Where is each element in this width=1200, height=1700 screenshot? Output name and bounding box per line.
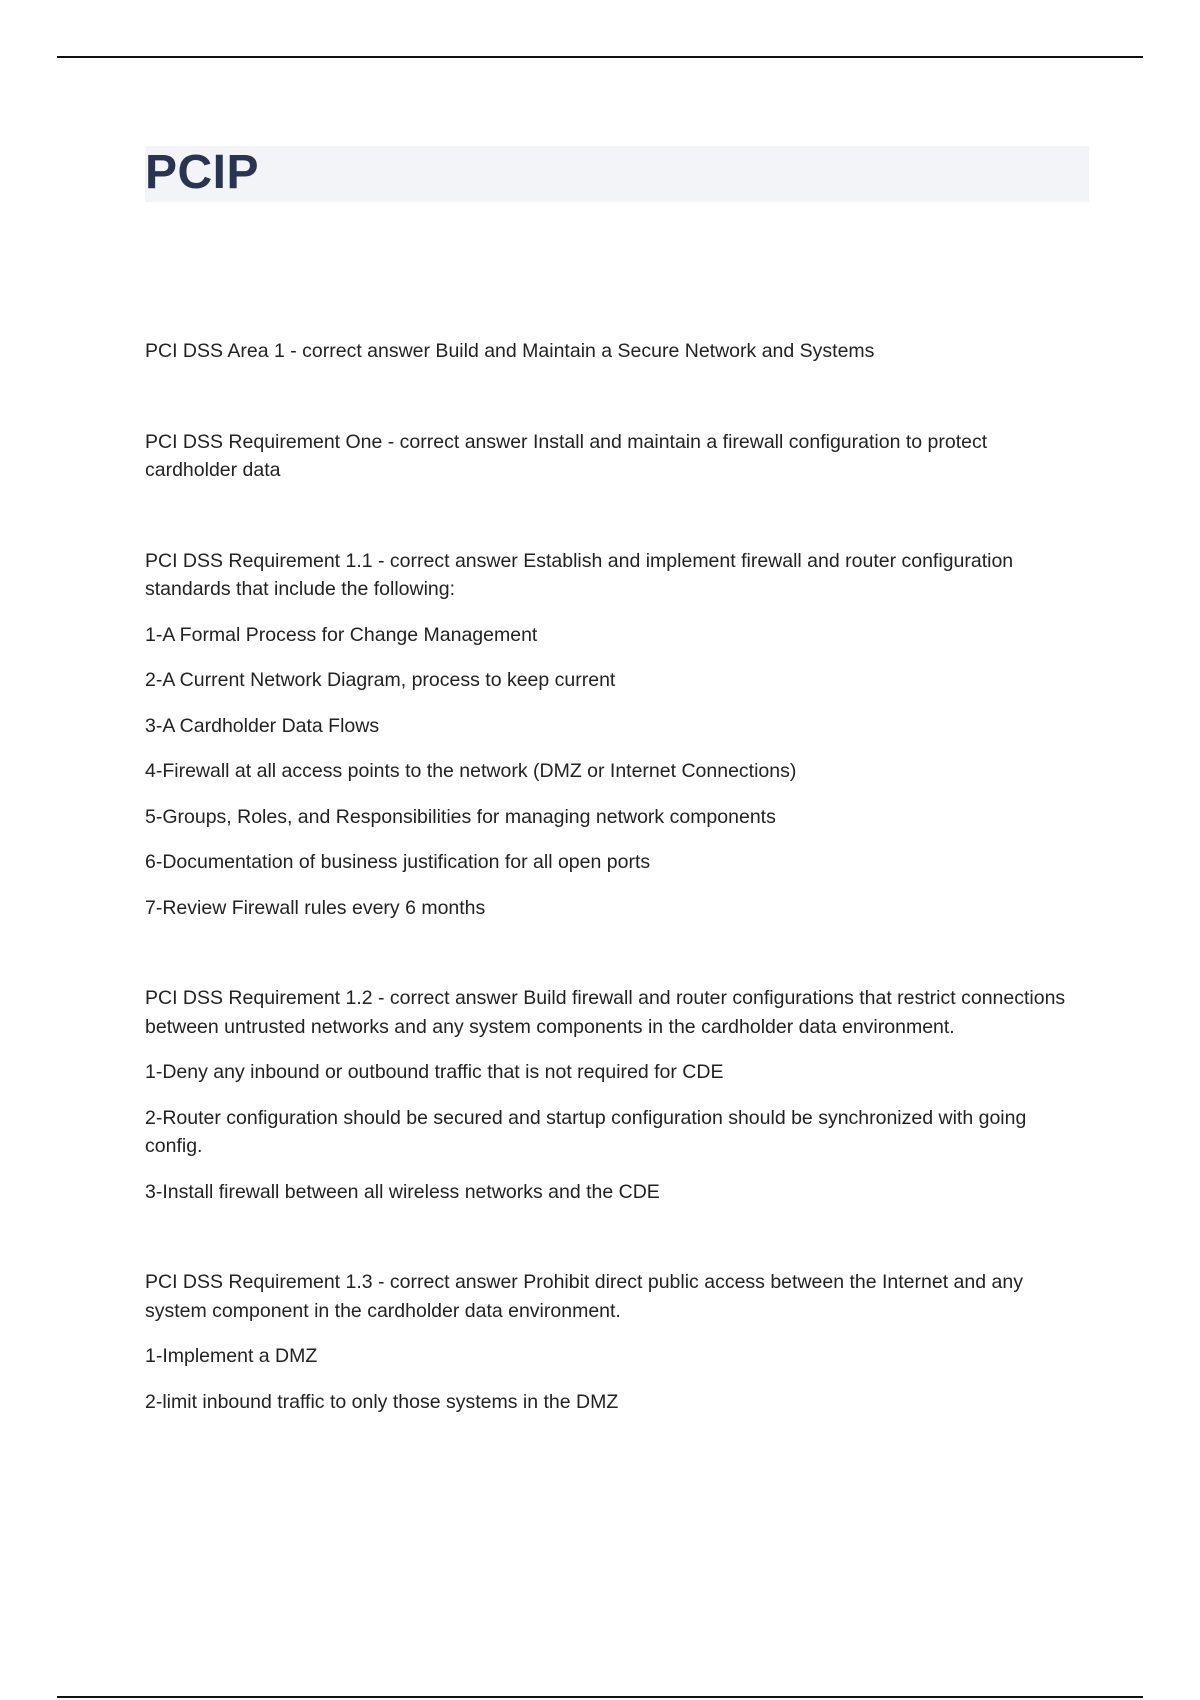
top-divider — [57, 56, 1143, 58]
answer-item: 4-Firewall at all access points to the network (DMZ or Internet Connections) — [145, 760, 797, 782]
qa-question: PCI DSS Requirement 1.2 - correct answer Build firewall and router configurations that restrict connections between untrusted networks and any system components in the cardholder data environment. — [145, 987, 1066, 1038]
answer-item: 3-A Cardholder Data Flows — [145, 714, 380, 737]
bottom-divider — [57, 1696, 1143, 1698]
answer-item: 2-limit inbound traffic to only those systems in the DMZ — [145, 1390, 619, 1413]
answer-item: 2-Router configuration should be secured and startup configuration should be synchronized with going config. — [145, 1106, 1027, 1157]
answer-item: 5-Groups, Roles, and Responsibilities for managing network components — [145, 805, 776, 828]
qa-entry — [145, 547, 1075, 923]
document-title: PCIP — [145, 146, 260, 199]
answer-item: 1-Implement a DMZ — [145, 1345, 318, 1367]
answer-item: 3-Install firewall between all wireless networks and the CDE — [145, 1180, 660, 1203]
qa-question: PCI DSS Requirement One - correct answer Install and maintain a firewall configuration to protect cardholder data — [145, 430, 988, 481]
qa-question: PCI DSS Area 1 - correct answer Build and Maintain a Secure Network and Systems — [145, 340, 875, 362]
qa-entry — [145, 337, 1075, 366]
answer-item: 2-A Current Network Diagram, process to keep current — [145, 669, 616, 691]
qa-entry — [145, 1268, 1075, 1416]
document-body — [145, 337, 1075, 1478]
answer-item: 1-Deny any inbound or outbound traffic that is not required for CDE — [145, 1061, 724, 1083]
answer-item: 6-Documentation of business justification for all open ports — [145, 851, 651, 873]
answer-item: 1-A Formal Process for Change Management — [145, 623, 538, 646]
qa-question: PCI DSS Requirement 1.1 - correct answer Establish and implement firewall and router configuration standards that include the following: — [145, 549, 1014, 600]
answer-item: 7-Review Firewall rules every 6 months — [145, 896, 486, 919]
qa-question: PCI DSS Requirement 1.3 - correct answer Prohibit direct public access between the Internet and any system component in the cardholder data environment. — [145, 1271, 1023, 1322]
qa-entry — [145, 984, 1075, 1206]
qa-entry — [145, 428, 1075, 485]
title-band — [145, 146, 1089, 202]
